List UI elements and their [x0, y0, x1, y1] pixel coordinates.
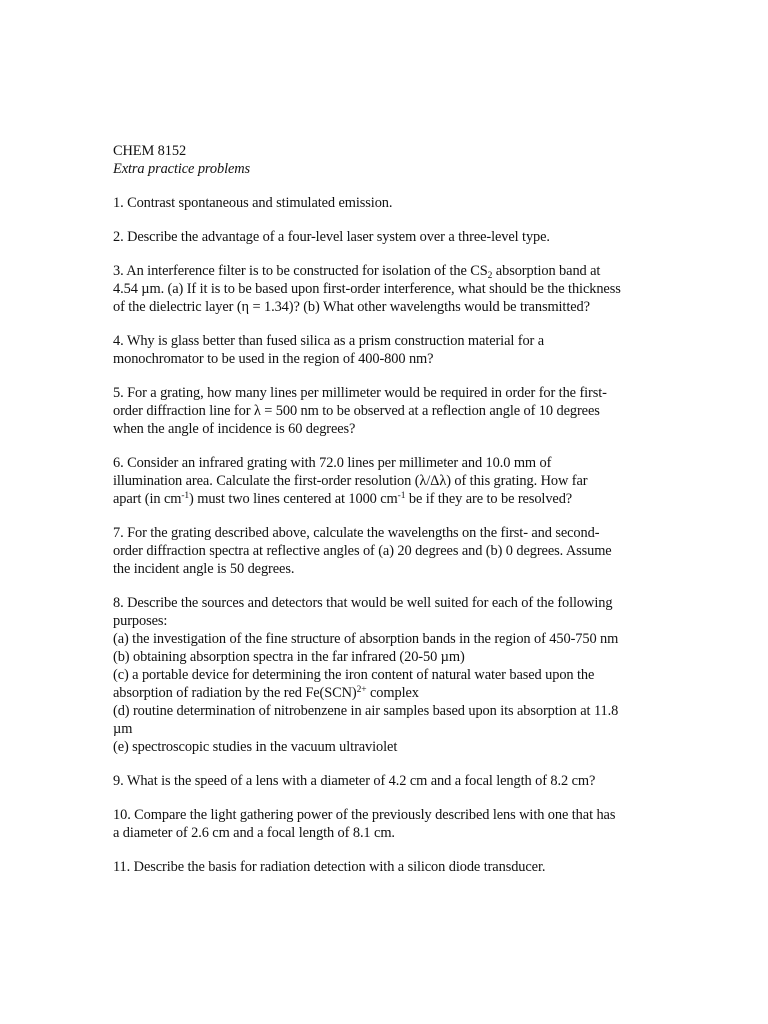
- problem-line: (a) the investigation of the fine structure of absorption bands in the region of 450-750 nm: [113, 631, 619, 647]
- text-run: absorption band at: [492, 263, 601, 279]
- problem-line: 4.54 µm. (a) If it is to be based upon first-order interference, what should be the thickness: [113, 281, 621, 297]
- problem-line: [113, 262, 663, 280]
- problem-line: 11. Describe the basis for radiation detection with a silicon diode transducer.: [113, 859, 546, 875]
- document-page: [113, 142, 663, 876]
- problem-line: [113, 684, 663, 702]
- text-run: ) must two lines centered at 1000 cm: [189, 491, 398, 507]
- problem-11: [113, 858, 663, 876]
- problem-line: µm: [113, 721, 133, 737]
- subscript: 2: [487, 271, 493, 281]
- superscript: -1: [397, 491, 406, 501]
- problem-line: (d) routine determination of nitrobenzene in air samples based upon its absorption at 11.8: [113, 703, 619, 719]
- problem-line: monochromator to be used in the region of 400-800 nm?: [113, 351, 434, 367]
- problem-10: [113, 806, 663, 842]
- spacer: [113, 368, 663, 384]
- problem-line: 8. Describe the sources and detectors that would be well suited for each of the following: [113, 595, 613, 611]
- problem-line: (e) spectroscopic studies in the vacuum ultraviolet: [113, 739, 398, 755]
- problem-line: of the dielectric layer (η = 1.34)? (b) What other wavelengths would be transmitted?: [113, 299, 590, 315]
- spacer: [113, 212, 663, 228]
- problem-line: 4. Why is glass better than fused silica as a prism construction material for a: [113, 333, 545, 349]
- spacer: [113, 578, 663, 594]
- problem-line: illumination area. Calculate the first-order resolution (λ/Δλ) of this grating. How far: [113, 473, 588, 489]
- text-run: 3. An interference filter is to be constructed for isolation of the CS: [113, 263, 488, 279]
- spacer: [113, 316, 663, 332]
- problem-8: [113, 594, 663, 756]
- problem-5: [113, 384, 663, 438]
- spacer: [113, 178, 663, 194]
- problem-line: [113, 490, 663, 508]
- problem-line: 7. For the grating described above, calculate the wavelengths on the first- and second-: [113, 525, 600, 541]
- problem-line: order diffraction line for λ = 500 nm to be observed at a reflection angle of 10 degrees: [113, 403, 600, 419]
- problem-line: (b) obtaining absorption spectra in the far infrared (20-50 µm): [113, 649, 465, 665]
- problem-line: purposes:: [113, 613, 168, 629]
- problem-1: [113, 194, 663, 212]
- problem-line: when the angle of incidence is 60 degrees?: [113, 421, 356, 437]
- problem-7: [113, 524, 663, 578]
- problem-line: order diffraction spectra at reflective angles of (a) 20 degrees and (b) 0 degrees. Assume: [113, 543, 612, 559]
- problem-line: 6. Consider an infrared grating with 72.0 lines per millimeter and 10.0 mm of: [113, 455, 552, 471]
- problem-9: [113, 772, 663, 790]
- problem-3: [113, 262, 663, 316]
- problem-line: (c) a portable device for determining the iron content of natural water based upon the: [113, 667, 595, 683]
- text-run: complex: [366, 685, 419, 701]
- problem-6: [113, 454, 663, 508]
- problem-2: [113, 228, 663, 246]
- problem-line: 2. Describe the advantage of a four-level laser system over a three-level type.: [113, 229, 550, 245]
- spacer: [113, 438, 663, 454]
- problem-line: 9. What is the speed of a lens with a diameter of 4.2 cm and a focal length of 8.2 cm?: [113, 773, 596, 789]
- text-run: be if they are to be resolved?: [405, 491, 573, 507]
- superscript: -1: [181, 491, 190, 501]
- spacer: [113, 790, 663, 806]
- problem-line: 1. Contrast spontaneous and stimulated emission.: [113, 195, 393, 211]
- document-subtitle: Extra practice problems: [113, 161, 251, 177]
- spacer: [113, 842, 663, 858]
- spacer: [113, 246, 663, 262]
- problem-line: the incident angle is 50 degrees.: [113, 561, 295, 577]
- problem-line: 10. Compare the light gathering power of the previously described lens with one that has: [113, 807, 616, 823]
- problem-4: [113, 332, 663, 368]
- text-run: absorption of radiation by the red Fe(SCN): [113, 685, 357, 701]
- text-run: apart (in cm: [113, 491, 182, 507]
- course-title: CHEM 8152: [113, 143, 187, 159]
- spacer: [113, 508, 663, 524]
- superscript: 2+: [356, 685, 367, 695]
- problem-line: 5. For a grating, how many lines per millimeter would be required in order for the first-: [113, 385, 607, 401]
- spacer: [113, 756, 663, 772]
- problem-line: a diameter of 2.6 cm and a focal length of 8.1 cm.: [113, 825, 395, 841]
